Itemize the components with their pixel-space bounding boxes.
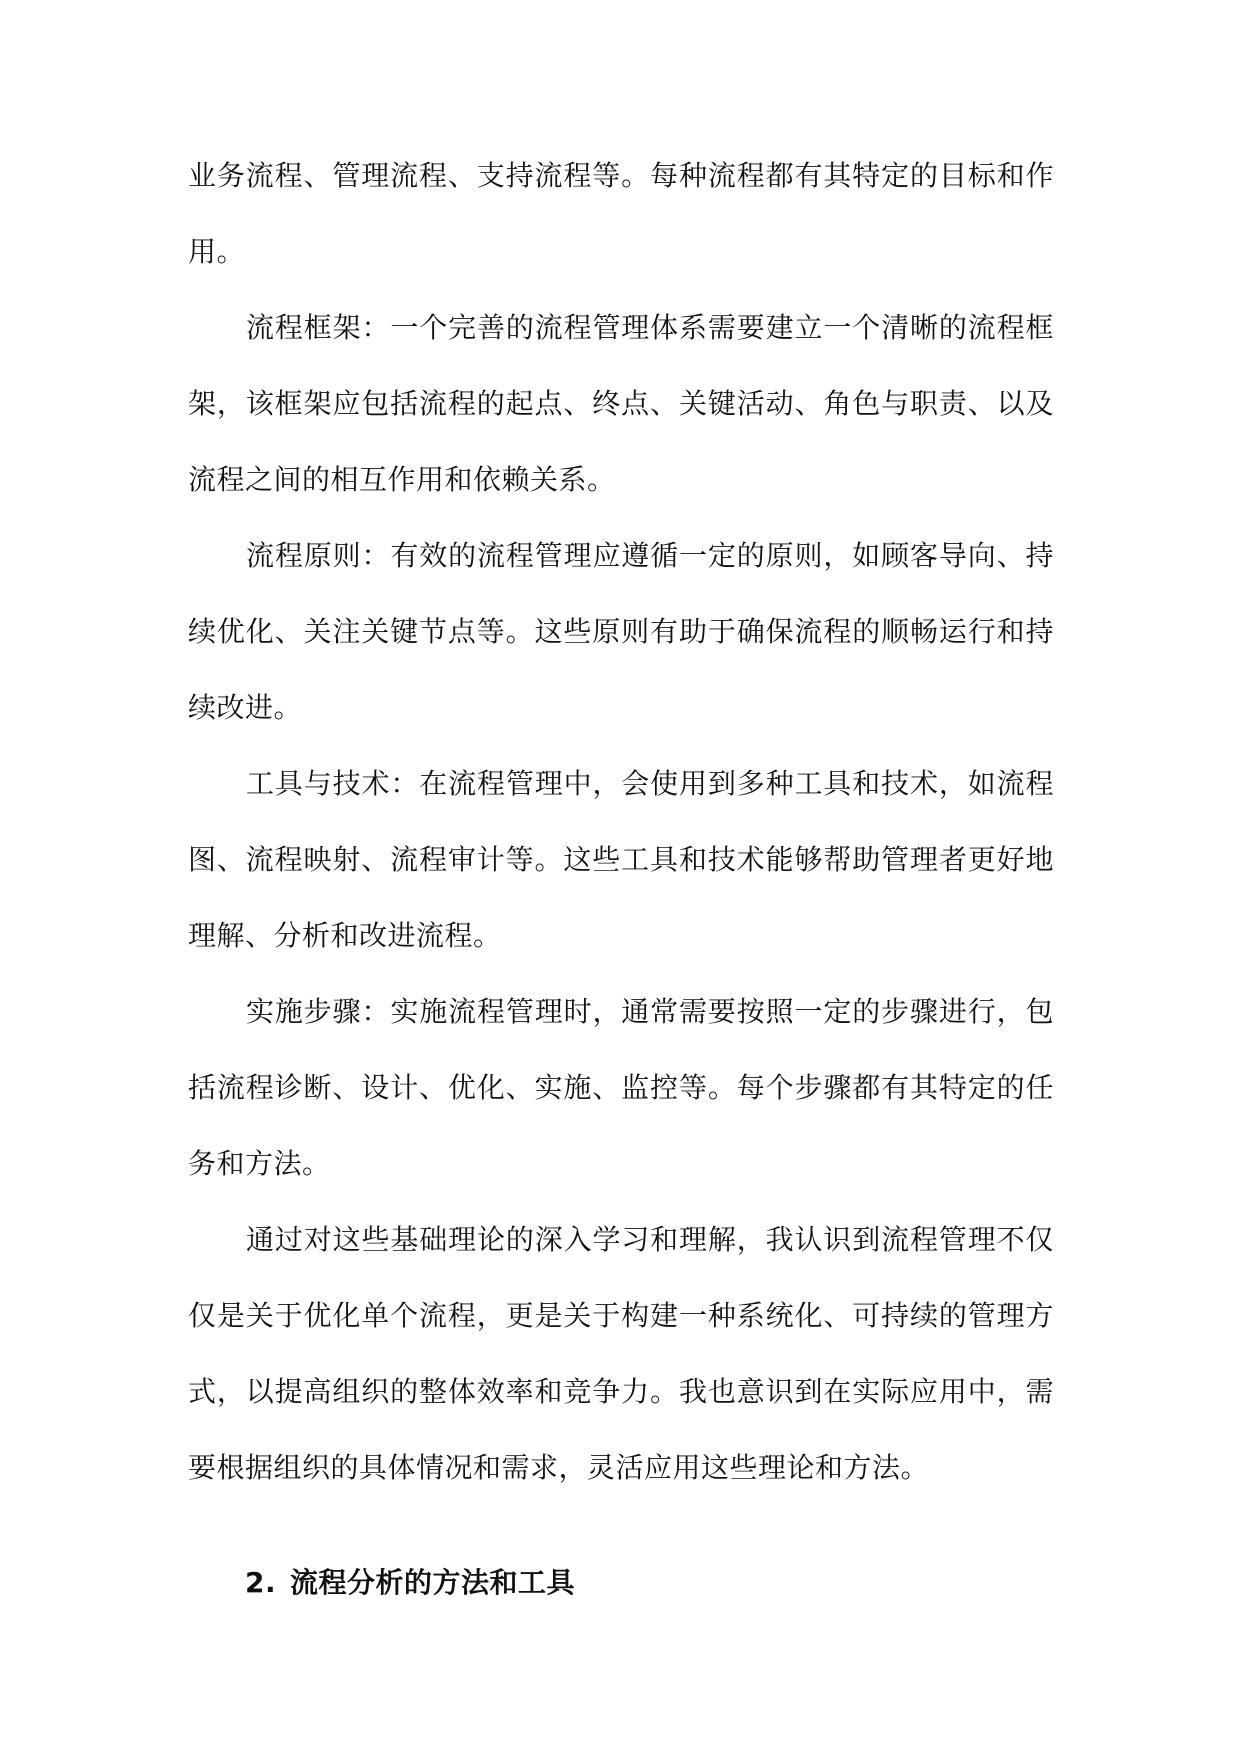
document-page [188,138,1054,1621]
section-number: 2. [245,1566,277,1599]
paragraph-implementation-steps: 实施步骤：实施流程管理时，通常需要按照一定的步骤进行，包括流程诊断、设计、优化、实施、监控等。每个步骤都有其特定的任务和方法。 [188,995,1054,1180]
paragraph-summary: 通过对这些基础理论的深入学习和理解，我认识到流程管理不仅仅是关于优化单个流程，更是关于构建一种系统化、可持续的管理方式，以提高组织的整体效率和竞争力。我也意识到在实际应用中，需要根据组织的具体情况和需求，灵活应用这些理论和方法。 [188,1223,1054,1484]
paragraph-tools-techniques: 工具与技术：在流程管理中，会使用到多种工具和技术，如流程图、流程映射、流程审计等。这些工具和技术能够帮助管理者更好地理解、分析和改进流程。 [188,767,1054,952]
paragraph-process-types: 业务流程、管理流程、支持流程等。每种流程都有其特定的目标和作用。 [188,159,1054,268]
paragraph-process-framework: 流程框架：一个完善的流程管理体系需要建立一个清晰的流程框架，该框架应包括流程的起点、终点、关键活动、角色与职责、以及流程之间的相互作用和依赖关系。 [188,311,1054,496]
section-title: 流程分析的方法和工具 [290,1566,576,1599]
section-heading [188,1545,1054,1621]
paragraph-process-principles: 流程原则：有效的流程管理应遵循一定的原则，如顾客导向、持续优化、关注关键节点等。这些原则有助于确保流程的顺畅运行和持续改进。 [188,539,1054,724]
